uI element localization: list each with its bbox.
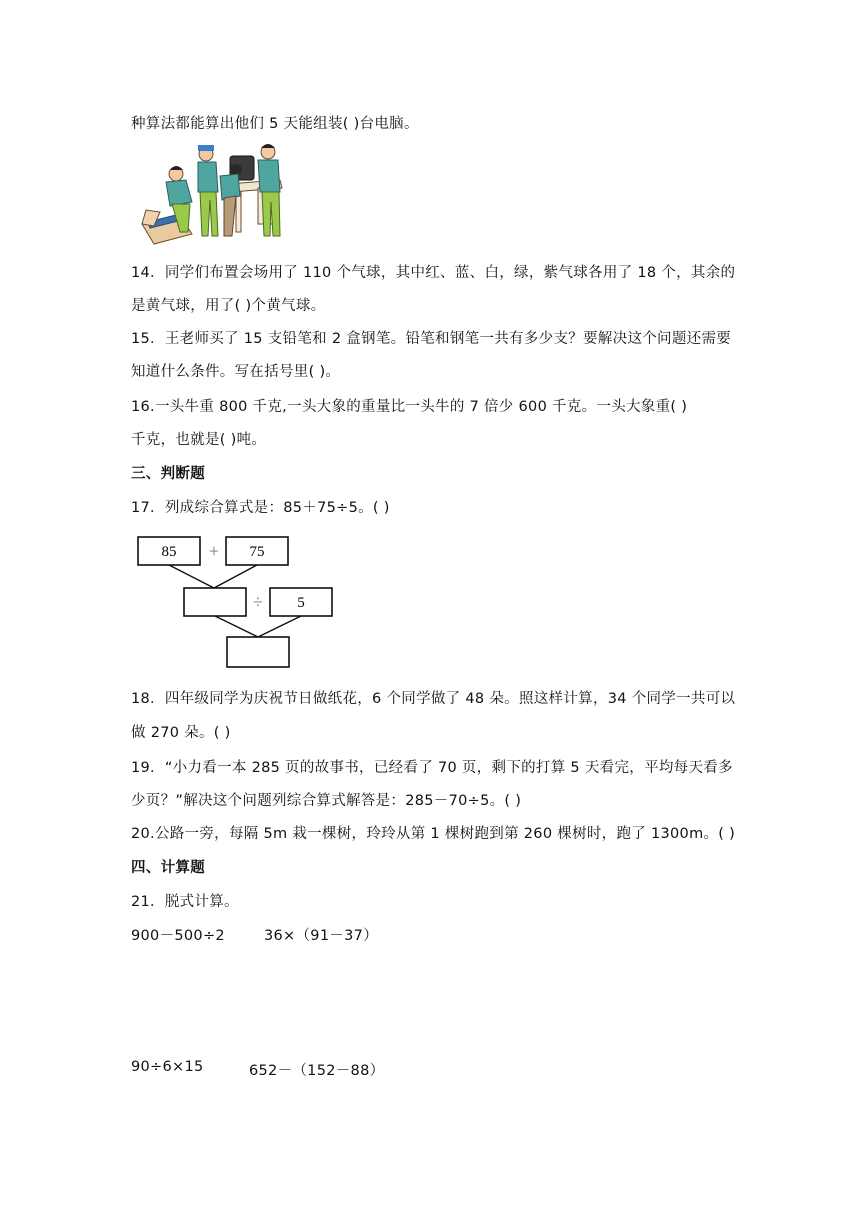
question-16-line2: 千克，也就是( )吨。 <box>131 432 267 448</box>
tree-value-75: 75 <box>249 544 265 560</box>
section-heading-calculation: 四、计算题 <box>131 860 205 876</box>
question-16-line1: 16.一头牛重 800 千克,一头大象的重量比一头牛的 7 倍少 600 千克。一头大象重( ) <box>131 399 688 415</box>
workers-assembling-computers-illustration <box>140 140 286 246</box>
question-21: 21．脱式计算。 <box>131 894 239 910</box>
tree-plus-sign: + <box>208 541 220 561</box>
expression-4: 652－（152－88） <box>249 1063 385 1079</box>
expression-1: 900－500÷2 <box>131 928 225 944</box>
expression-2: 36×（91－37） <box>264 928 379 944</box>
tree-box-sum <box>184 588 246 616</box>
calculation-tree-diagram <box>134 533 338 671</box>
question-18-line2: 做 270 朵。( ) <box>131 725 231 741</box>
section-heading-judgement: 三、判断题 <box>131 466 205 482</box>
question-14-line2: 是黄气球，用了( )个黄气球。 <box>131 298 326 314</box>
question-19-line2: 少页？”解决这个问题列综合算式解答是：285－70÷5。( ) <box>131 793 522 809</box>
question-19-line1: 19．“小力看一本 285 页的故事书，已经看了 70 页，剩下的打算 5 天看完，平均每天看多 <box>131 760 733 776</box>
tree-value-85: 85 <box>161 544 177 560</box>
tree-value-5: 5 <box>297 595 305 611</box>
question-20: 20.公路一旁，每隔 5m 栽一棵树，玲玲从第 1 棵树跑到第 260 棵树时，跑了 1300m。( ) <box>131 826 736 842</box>
question-18-line1: 18．四年级同学为庆祝节日做纸花，6 个同学做了 48 朵。照这样计算，34 个同学一共可以 <box>131 691 736 707</box>
question-17: 17．列成综合算式是：85＋75÷5。( ) <box>131 500 390 516</box>
expression-3: 90÷6×15 <box>131 1059 204 1075</box>
q13-continuation: 种算法都能算出他们 5 天能组装( )台电脑。 <box>131 116 419 132</box>
tree-box-result <box>227 637 289 667</box>
tree-divide-sign: ÷ <box>253 592 263 612</box>
question-15-line1: 15．王老师买了 15 支铅笔和 2 盒钢笔。铅笔和钢笔一共有多少支？要解决这个问题还需要 <box>131 331 732 347</box>
question-15-line2: 知道什么条件。写在括号里( )。 <box>131 364 341 380</box>
question-14-line1: 14．同学们布置会场用了 110 个气球，其中红、蓝、白，绿，紫气球各用了 18 个，其余的 <box>131 265 736 281</box>
